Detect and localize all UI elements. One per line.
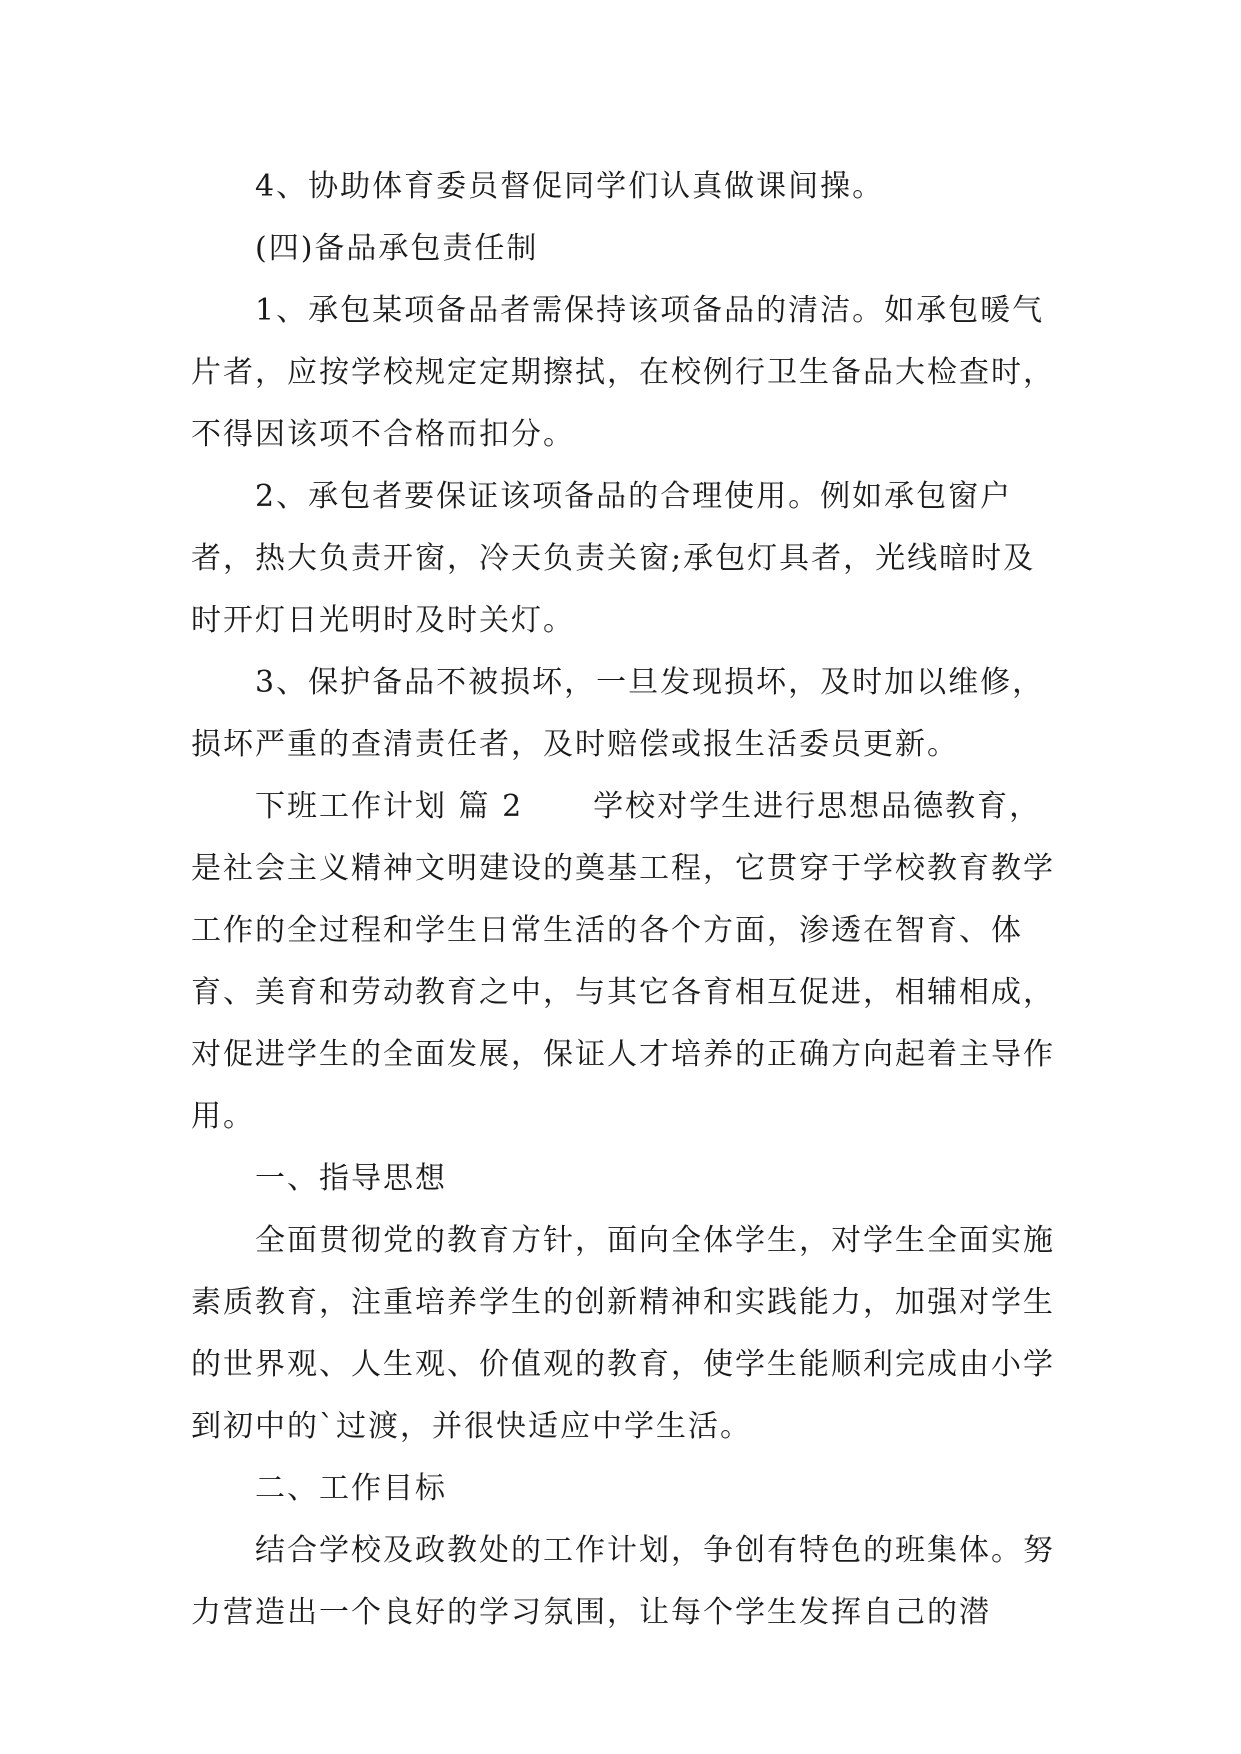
section-1-body: 全面贯彻党的教育方针，面向全体学生，对学生全面实施素质教育，注重培养学生的创新精神和实践能力，加强对学生的世界观、人生观、价值观的教育，使学生能顺利完成由小学到初中的`过渡，并很快适应中学生活。 (191, 1223, 1055, 1444)
section-heading-work-goals: 二、工作目标 (255, 1471, 447, 1506)
section-2-body: 结合学校及政教处的工作计划，争创有特色的班集体。努力营造出一个良好的学习氛围，让每个学生发挥自己的潜 (191, 1533, 1055, 1630)
paragraph-item-3: 3、保护备品不被损坏，一旦发现损坏，及时加以维修，损坏严重的查清责任者，及时赔偿或报生活委员更新。 (191, 665, 1045, 762)
document-body (191, 156, 1066, 1644)
paragraph-item-1: 1、承包某项备品者需保持该项备品的清洁。如承包暖气片者，应按学校规定定期擦拭，在校例行卫生备品大检查时，不得因该项不合格而扣分。 (191, 293, 1055, 452)
paragraph-item-2: 2、承包者要保证该项备品的合理使用。例如承包窗户者，热大负责开窗，冷天负责关窗;承包灯具者，光线暗时及时开灯日光明时及时关灯。 (191, 479, 1036, 638)
article-2-intro: 学校对学生进行思想品德教育，是社会主义精神文明建设的奠基工程，它贯穿于学校教育教学工作的全过程和学生日常生活的各个方面，渗透在智育、体育、美育和劳动教育之中，与其它各育相互促进，相辅相成，对促进学生的全面发展，保证人才培养的正确方向起着主导作用。 (191, 789, 1055, 1134)
section-heading-equipment: (四)备品承包责任制 (255, 231, 539, 266)
article-2-intro-paragraph (191, 776, 1066, 1148)
article-2-title: 下班工作计划 篇 2 (255, 789, 524, 824)
section-heading-guiding-ideology: 一、指导思想 (255, 1161, 447, 1196)
paragraph-item-4: 4、协助体育委员督促同学们认真做课间操。 (255, 169, 885, 204)
